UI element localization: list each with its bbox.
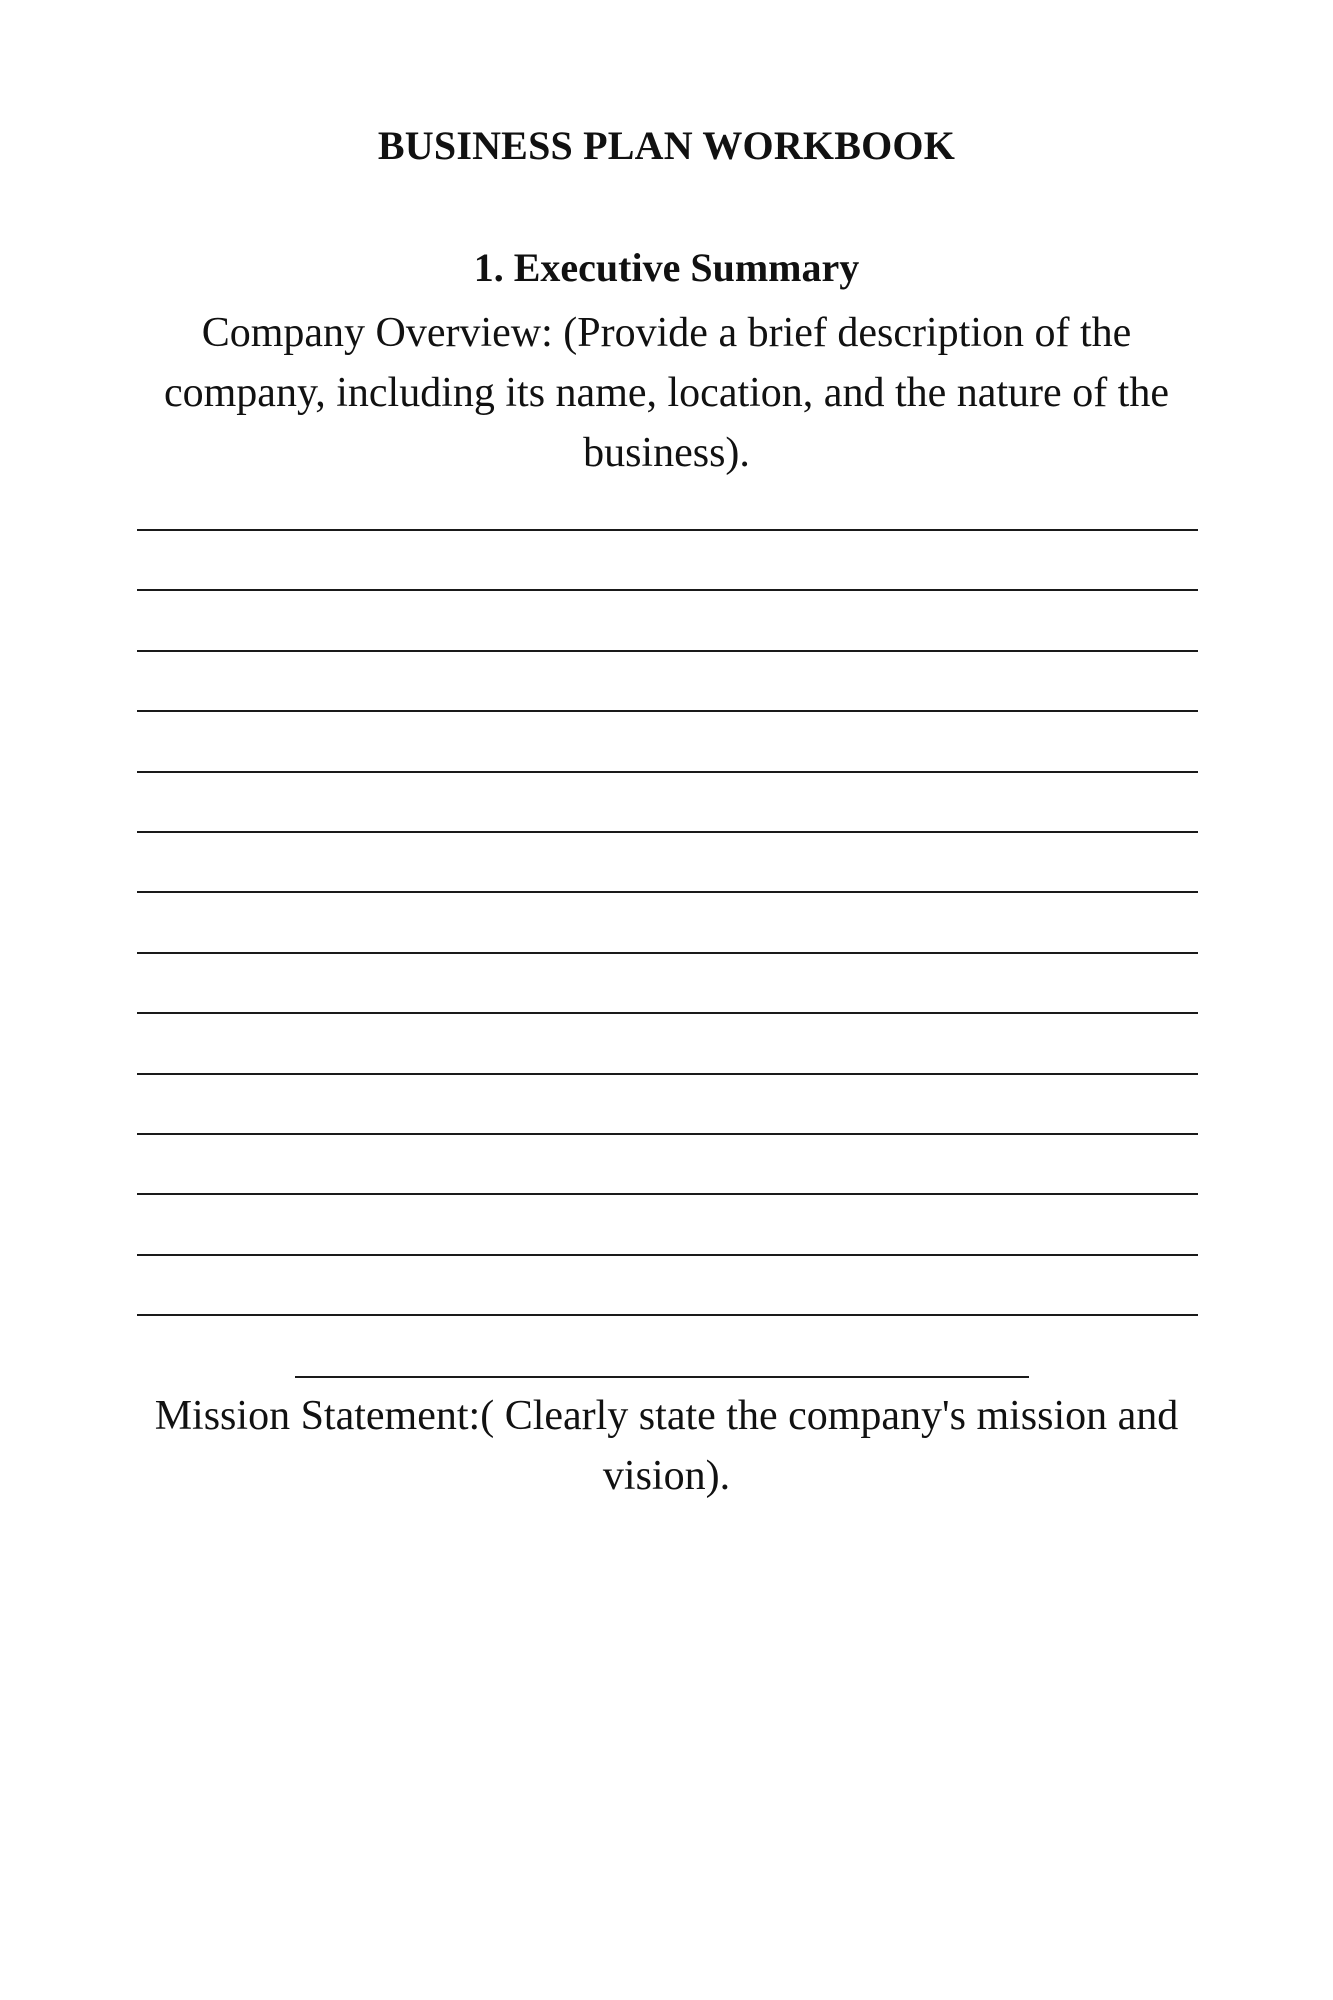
writing-line[interactable] (137, 952, 1198, 954)
writing-line-short[interactable] (295, 1376, 1029, 1378)
workbook-title: BUSINESS PLAN WORKBOOK (377, 123, 956, 168)
writing-line[interactable] (137, 1254, 1198, 1256)
section-heading: 1. Executive Summary (473, 245, 860, 290)
writing-line[interactable] (137, 650, 1198, 652)
writing-line[interactable] (137, 529, 1198, 531)
writing-line[interactable] (137, 1133, 1198, 1135)
writing-line[interactable] (137, 589, 1198, 591)
writing-line[interactable] (137, 1314, 1198, 1316)
writing-line[interactable] (137, 891, 1198, 893)
writing-line[interactable] (137, 1012, 1198, 1014)
mission-statement-prompt: Mission Statement:( Clearly state the company's mission and vision). (154, 1393, 1179, 1499)
company-overview-prompt: Company Overview: (Provide a brief description of the company, including its name, location, and the nature of the business). (164, 310, 1169, 476)
writing-line[interactable] (137, 1073, 1198, 1075)
writing-line[interactable] (137, 831, 1198, 833)
writing-line[interactable] (137, 1193, 1198, 1195)
writing-line[interactable] (137, 710, 1198, 712)
writing-line[interactable] (137, 771, 1198, 773)
